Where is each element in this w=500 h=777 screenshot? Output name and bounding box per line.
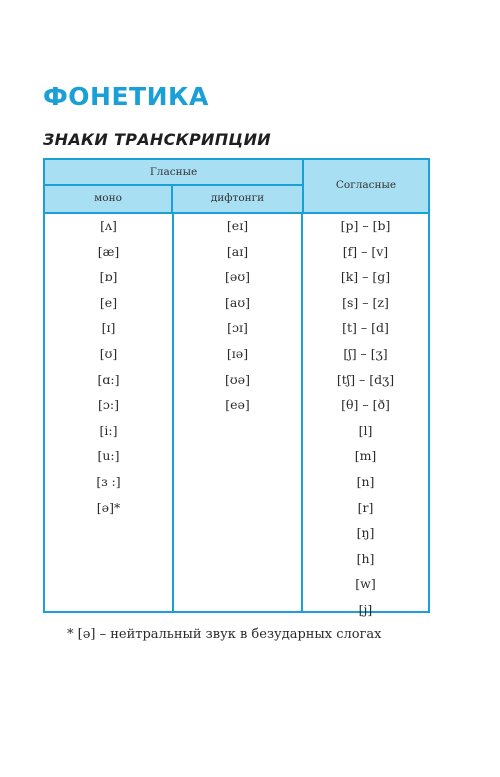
consonant-cell: [tʃ] – [dʒ] bbox=[336, 371, 395, 387]
mono-cell: [ə]* bbox=[96, 499, 121, 515]
section-title: ЗНАКИ ТРАНСКРИПЦИИ bbox=[43, 130, 271, 149]
footnote: * [ə] – нейтральный звук в безударных слогах bbox=[67, 627, 382, 642]
diphthong-cell: [əʊ] bbox=[225, 269, 250, 285]
header-mono-label: моно bbox=[94, 192, 122, 204]
header-diphthongs bbox=[173, 186, 302, 212]
mono-cell: [ɔ:] bbox=[98, 397, 119, 413]
header-consonants-label: Согласные bbox=[335, 179, 397, 191]
header-vowels-label: Гласные bbox=[149, 166, 198, 178]
consonant-cell: [n] bbox=[356, 474, 375, 489]
mono-cell: [i:] bbox=[99, 422, 118, 438]
header-consonants bbox=[302, 160, 428, 212]
consonant-cell: [r] bbox=[357, 499, 374, 515]
diphthong-cell: [ʊə] bbox=[225, 371, 250, 387]
header-divider bbox=[45, 212, 428, 214]
header-diphthongs-label: дифтонги bbox=[210, 192, 265, 204]
mono-cell: [ɒ] bbox=[99, 269, 118, 285]
consonant-cell: [h] bbox=[356, 550, 375, 566]
consonant-cell: [s] – [z] bbox=[342, 294, 389, 310]
diphthong-cell: [eɪ] bbox=[226, 218, 249, 233]
header-vowels bbox=[45, 160, 302, 186]
page-title: ФОНЕТИКА bbox=[43, 82, 209, 111]
mono-cell: [ʌ] bbox=[100, 218, 117, 233]
consonant-cell: [p] – [b] bbox=[340, 218, 391, 233]
mono-cell: [æ] bbox=[97, 243, 120, 259]
diphthong-cell: [aɪ] bbox=[226, 243, 249, 259]
consonant-cell: [j] bbox=[358, 602, 373, 617]
consonant-cell: [t] – [d] bbox=[342, 320, 389, 336]
diphthong-cell: [ɪə] bbox=[226, 346, 249, 361]
mono-cell: [ɪ] bbox=[101, 320, 116, 336]
diphthong-cell: [aʊ] bbox=[225, 294, 250, 310]
mono-cell: [ɜ :] bbox=[96, 474, 121, 489]
consonant-cell: [k] – [g] bbox=[340, 269, 391, 285]
consonant-cell: [θ] – [ð] bbox=[341, 397, 390, 413]
consonant-cell: [l] bbox=[358, 422, 373, 438]
consonant-cell: [ʃ] – [ʒ] bbox=[343, 346, 388, 361]
consonant-cell: [f] – [v] bbox=[342, 243, 389, 259]
mono-cell: [u:] bbox=[97, 448, 120, 464]
mono-cell: [ʊ] bbox=[99, 346, 118, 361]
transcription-table bbox=[43, 158, 430, 617]
diphthong-cell: [ɔɪ] bbox=[227, 320, 248, 336]
consonant-cell: [w] bbox=[355, 576, 376, 592]
header-mono bbox=[45, 186, 173, 212]
consonant-cell: [ŋ] bbox=[356, 525, 375, 541]
diphthong-cell: [eə] bbox=[225, 397, 250, 413]
mono-cell: [ɑ:] bbox=[97, 371, 120, 387]
consonant-cell: [m] bbox=[354, 448, 377, 464]
mono-cell: [e] bbox=[99, 294, 118, 310]
